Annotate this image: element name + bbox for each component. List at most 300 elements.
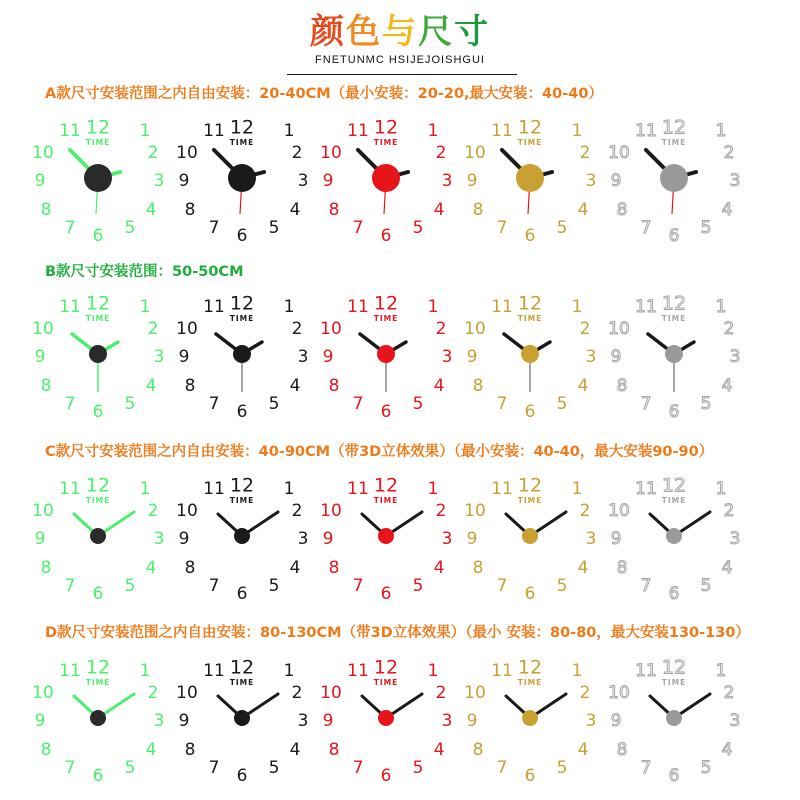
numeral-3: 3: [441, 347, 453, 367]
numeral-11: 11: [491, 479, 513, 499]
numeral-6: 6: [236, 766, 248, 786]
numeral-11: 11: [491, 661, 513, 681]
numeral-12: 12: [661, 656, 687, 679]
numeral-7: 7: [640, 218, 652, 238]
numeral-10: 10: [32, 683, 54, 703]
numeral-3: 3: [441, 171, 453, 191]
time-label: TIME: [229, 138, 255, 147]
clock-hub: [666, 528, 682, 544]
numeral-6: 6: [668, 766, 680, 786]
numeral-8: 8: [328, 740, 340, 760]
numeral-1: 1: [427, 121, 439, 141]
numeral-3: 3: [153, 347, 165, 367]
numeral-10: 10: [464, 319, 486, 339]
clock-black: [172, 108, 312, 248]
clock-hub: [516, 164, 544, 192]
numeral-9: 9: [322, 347, 334, 367]
numeral-2: 2: [435, 319, 447, 339]
numeral-5: 5: [412, 576, 424, 596]
time-label: TIME: [517, 496, 543, 505]
numeral-6: 6: [524, 226, 536, 246]
clock-face: [316, 648, 456, 788]
numeral-9: 9: [178, 529, 190, 549]
numeral-6: 6: [236, 584, 248, 604]
numeral-12: 12: [85, 292, 111, 315]
numeral-6: 6: [92, 584, 104, 604]
numeral-6: 6: [380, 402, 392, 422]
numeral-5: 5: [700, 394, 712, 414]
numeral-12: 12: [229, 292, 255, 315]
clock-face: [28, 284, 168, 424]
numeral-8: 8: [472, 740, 484, 760]
numeral-5: 5: [700, 218, 712, 238]
clock-luminous-green: [28, 108, 168, 248]
numeral-7: 7: [352, 394, 364, 414]
numeral-1: 1: [571, 297, 583, 317]
clock-red: [316, 108, 456, 248]
numeral-2: 2: [579, 143, 591, 163]
numeral-2: 2: [291, 501, 303, 521]
numeral-1: 1: [715, 479, 727, 499]
numeral-7: 7: [352, 576, 364, 596]
numeral-6: 6: [92, 766, 104, 786]
numeral-8: 8: [616, 200, 628, 220]
numeral-1: 1: [427, 479, 439, 499]
numeral-2: 2: [291, 319, 303, 339]
numeral-2: 2: [435, 143, 447, 163]
title-char: 颜: [310, 12, 346, 52]
numeral-3: 3: [729, 529, 741, 549]
numeral-4: 4: [721, 200, 733, 220]
clock-luminous-green: [28, 648, 168, 788]
numeral-10: 10: [320, 143, 342, 163]
numeral-3: 3: [153, 171, 165, 191]
numeral-5: 5: [556, 758, 568, 778]
numeral-6: 6: [380, 226, 392, 246]
numeral-8: 8: [472, 200, 484, 220]
clock-silver: [604, 284, 744, 424]
numeral-8: 8: [40, 376, 52, 396]
numeral-6: 6: [92, 402, 104, 422]
time-label: TIME: [229, 678, 255, 687]
time-label: TIME: [517, 138, 543, 147]
numeral-12: 12: [373, 656, 399, 679]
numeral-12: 12: [373, 116, 399, 139]
clock-hub: [90, 528, 106, 544]
numeral-10: 10: [464, 501, 486, 521]
clock-face: [460, 108, 600, 248]
numeral-3: 3: [153, 529, 165, 549]
clock-face: [604, 284, 744, 424]
numeral-5: 5: [556, 218, 568, 238]
numeral-10: 10: [176, 143, 198, 163]
numeral-5: 5: [268, 758, 280, 778]
numeral-2: 2: [147, 683, 159, 703]
numeral-9: 9: [34, 347, 46, 367]
numeral-10: 10: [176, 683, 198, 703]
numeral-8: 8: [328, 558, 340, 578]
numeral-11: 11: [59, 479, 81, 499]
numeral-5: 5: [124, 576, 136, 596]
time-label: TIME: [517, 678, 543, 687]
clock-hub: [522, 710, 538, 726]
clock-face: [604, 108, 744, 248]
numeral-12: 12: [517, 292, 543, 315]
numeral-1: 1: [571, 121, 583, 141]
time-label: TIME: [661, 678, 687, 687]
numeral-3: 3: [297, 347, 309, 367]
numeral-9: 9: [322, 171, 334, 191]
numeral-3: 3: [441, 711, 453, 731]
time-label: TIME: [373, 678, 399, 687]
numeral-5: 5: [124, 758, 136, 778]
numeral-11: 11: [635, 121, 657, 141]
numeral-3: 3: [297, 171, 309, 191]
numeral-3: 3: [441, 529, 453, 549]
numeral-9: 9: [34, 529, 46, 549]
numeral-5: 5: [700, 576, 712, 596]
time-label: TIME: [229, 496, 255, 505]
numeral-2: 2: [723, 683, 735, 703]
numeral-11: 11: [491, 297, 513, 317]
numeral-6: 6: [380, 584, 392, 604]
numeral-9: 9: [466, 711, 478, 731]
clock-face: [460, 284, 600, 424]
numeral-4: 4: [433, 558, 445, 578]
numeral-7: 7: [640, 576, 652, 596]
numeral-4: 4: [721, 376, 733, 396]
numeral-8: 8: [616, 740, 628, 760]
section-label-a: A款尺寸安装范围之内自由安装：20-40CM（最小安装：20-20,最大安装：40-40）: [45, 86, 603, 102]
clock-hub: [378, 528, 394, 544]
numeral-12: 12: [85, 116, 111, 139]
numeral-3: 3: [729, 711, 741, 731]
numeral-9: 9: [322, 529, 334, 549]
title-divider: [287, 74, 517, 75]
numeral-3: 3: [585, 347, 597, 367]
clock-hub: [377, 345, 395, 363]
clock-hub: [372, 164, 400, 192]
numeral-11: 11: [635, 479, 657, 499]
numeral-9: 9: [466, 171, 478, 191]
numeral-7: 7: [352, 218, 364, 238]
numeral-2: 2: [435, 683, 447, 703]
section-label-d: D款尺寸安装范围之内自由安装：80-130CM（带3D立体效果）（最小 安装：80-80，最大安装130-130）: [45, 625, 750, 641]
numeral-3: 3: [297, 529, 309, 549]
numeral-7: 7: [496, 218, 508, 238]
clock-hub: [89, 345, 107, 363]
numeral-10: 10: [608, 501, 630, 521]
numeral-2: 2: [579, 319, 591, 339]
numeral-2: 2: [723, 143, 735, 163]
numeral-11: 11: [635, 297, 657, 317]
time-label: TIME: [517, 314, 543, 323]
numeral-5: 5: [556, 394, 568, 414]
clock-hub: [666, 710, 682, 726]
numeral-10: 10: [32, 319, 54, 339]
numeral-1: 1: [139, 121, 151, 141]
clock-face: [172, 648, 312, 788]
time-label: TIME: [661, 314, 687, 323]
title-char: 尺: [418, 12, 454, 52]
time-label: TIME: [373, 496, 399, 505]
numeral-12: 12: [229, 474, 255, 497]
numeral-1: 1: [139, 661, 151, 681]
time-label: TIME: [373, 314, 399, 323]
title-char: 与: [382, 12, 418, 52]
numeral-11: 11: [59, 661, 81, 681]
numeral-9: 9: [322, 711, 334, 731]
clock-silver: [604, 648, 744, 788]
clock-face: [172, 108, 312, 248]
numeral-11: 11: [347, 479, 369, 499]
time-label: TIME: [85, 496, 111, 505]
clock-hub: [234, 710, 250, 726]
numeral-5: 5: [412, 394, 424, 414]
clock-luminous-green: [28, 466, 168, 606]
numeral-8: 8: [40, 200, 52, 220]
clock-face: [28, 108, 168, 248]
numeral-6: 6: [668, 226, 680, 246]
numeral-12: 12: [85, 656, 111, 679]
numeral-10: 10: [608, 143, 630, 163]
numeral-1: 1: [283, 479, 295, 499]
numeral-10: 10: [608, 683, 630, 703]
clock-face: [604, 648, 744, 788]
numeral-7: 7: [496, 758, 508, 778]
numeral-3: 3: [729, 347, 741, 367]
numeral-4: 4: [721, 558, 733, 578]
numeral-6: 6: [236, 402, 248, 422]
numeral-4: 4: [289, 376, 301, 396]
numeral-11: 11: [347, 661, 369, 681]
numeral-8: 8: [328, 200, 340, 220]
numeral-2: 2: [147, 143, 159, 163]
clock-gold: [460, 466, 600, 606]
numeral-10: 10: [32, 501, 54, 521]
time-label: TIME: [85, 314, 111, 323]
numeral-4: 4: [145, 200, 157, 220]
numeral-4: 4: [289, 200, 301, 220]
numeral-3: 3: [585, 529, 597, 549]
numeral-1: 1: [283, 297, 295, 317]
numeral-7: 7: [496, 394, 508, 414]
clock-hub: [228, 164, 256, 192]
numeral-8: 8: [184, 558, 196, 578]
numeral-7: 7: [496, 576, 508, 596]
numeral-10: 10: [320, 319, 342, 339]
numeral-11: 11: [203, 661, 225, 681]
numeral-4: 4: [433, 200, 445, 220]
numeral-10: 10: [176, 319, 198, 339]
clock-black: [172, 648, 312, 788]
numeral-11: 11: [59, 297, 81, 317]
numeral-9: 9: [466, 529, 478, 549]
numeral-6: 6: [380, 766, 392, 786]
numeral-5: 5: [556, 576, 568, 596]
numeral-7: 7: [208, 218, 220, 238]
numeral-8: 8: [184, 740, 196, 760]
clock-face: [460, 648, 600, 788]
section-label-c: C款尺寸安装范围之内自由安装：40-90CM（带3D立体效果）（最小安装：40-40，最大安装90-90）: [45, 444, 714, 460]
numeral-8: 8: [328, 376, 340, 396]
numeral-4: 4: [577, 376, 589, 396]
numeral-9: 9: [610, 347, 622, 367]
numeral-9: 9: [178, 711, 190, 731]
numeral-5: 5: [412, 758, 424, 778]
clock-red: [316, 284, 456, 424]
numeral-7: 7: [352, 758, 364, 778]
clock-face: [316, 466, 456, 606]
clock-hub: [233, 345, 251, 363]
numeral-10: 10: [320, 501, 342, 521]
clock-face: [604, 466, 744, 606]
numeral-9: 9: [34, 711, 46, 731]
numeral-2: 2: [291, 143, 303, 163]
numeral-1: 1: [715, 121, 727, 141]
numeral-8: 8: [616, 376, 628, 396]
numeral-11: 11: [347, 121, 369, 141]
numeral-4: 4: [721, 740, 733, 760]
numeral-9: 9: [610, 529, 622, 549]
numeral-3: 3: [153, 711, 165, 731]
numeral-8: 8: [40, 558, 52, 578]
time-label: TIME: [85, 138, 111, 147]
numeral-4: 4: [577, 558, 589, 578]
numeral-5: 5: [268, 218, 280, 238]
clock-gold: [460, 108, 600, 248]
clock-hub: [90, 710, 106, 726]
numeral-9: 9: [178, 171, 190, 191]
numeral-6: 6: [668, 584, 680, 604]
numeral-6: 6: [524, 402, 536, 422]
clock-silver: [604, 108, 744, 248]
numeral-4: 4: [577, 200, 589, 220]
numeral-5: 5: [268, 394, 280, 414]
numeral-12: 12: [229, 116, 255, 139]
numeral-6: 6: [524, 766, 536, 786]
numeral-6: 6: [668, 402, 680, 422]
numeral-11: 11: [59, 121, 81, 141]
clock-hub: [521, 345, 539, 363]
numeral-4: 4: [145, 558, 157, 578]
numeral-11: 11: [203, 479, 225, 499]
clock-hub: [522, 528, 538, 544]
numeral-8: 8: [184, 200, 196, 220]
numeral-8: 8: [184, 376, 196, 396]
numeral-5: 5: [124, 218, 136, 238]
clock-gold: [460, 284, 600, 424]
numeral-12: 12: [661, 292, 687, 315]
numeral-7: 7: [208, 576, 220, 596]
clock-face: [172, 466, 312, 606]
numeral-2: 2: [723, 501, 735, 521]
numeral-12: 12: [373, 474, 399, 497]
clock-hub: [665, 345, 683, 363]
numeral-2: 2: [147, 319, 159, 339]
numeral-3: 3: [297, 711, 309, 731]
numeral-1: 1: [139, 297, 151, 317]
numeral-7: 7: [640, 394, 652, 414]
numeral-8: 8: [40, 740, 52, 760]
time-label: TIME: [85, 678, 111, 687]
numeral-6: 6: [236, 226, 248, 246]
numeral-12: 12: [661, 474, 687, 497]
numeral-2: 2: [147, 501, 159, 521]
numeral-5: 5: [412, 218, 424, 238]
numeral-2: 2: [723, 319, 735, 339]
page-subtitle: FNETUNMC HSIJEJOISHGUI: [315, 54, 485, 66]
clock-hub: [378, 710, 394, 726]
numeral-3: 3: [585, 171, 597, 191]
numeral-2: 2: [435, 501, 447, 521]
clock-red: [316, 648, 456, 788]
numeral-9: 9: [610, 171, 622, 191]
numeral-11: 11: [347, 297, 369, 317]
clock-face: [316, 284, 456, 424]
numeral-10: 10: [176, 501, 198, 521]
title-char: 色: [346, 12, 382, 52]
numeral-4: 4: [289, 740, 301, 760]
numeral-5: 5: [268, 576, 280, 596]
numeral-10: 10: [464, 143, 486, 163]
numeral-1: 1: [571, 479, 583, 499]
clock-silver: [604, 466, 744, 606]
clock-red: [316, 466, 456, 606]
numeral-12: 12: [517, 116, 543, 139]
numeral-11: 11: [491, 121, 513, 141]
numeral-2: 2: [579, 683, 591, 703]
clock-hub: [84, 164, 112, 192]
clock-face: [172, 284, 312, 424]
numeral-5: 5: [124, 394, 136, 414]
numeral-2: 2: [291, 683, 303, 703]
numeral-10: 10: [32, 143, 54, 163]
time-label: TIME: [373, 138, 399, 147]
numeral-11: 11: [203, 297, 225, 317]
clock-black: [172, 284, 312, 424]
clock-face: [460, 466, 600, 606]
clock-luminous-green: [28, 284, 168, 424]
numeral-7: 7: [64, 218, 76, 238]
clock-gold: [460, 648, 600, 788]
numeral-9: 9: [178, 347, 190, 367]
title-char: 寸: [454, 12, 490, 52]
numeral-12: 12: [517, 656, 543, 679]
numeral-1: 1: [283, 661, 295, 681]
numeral-10: 10: [608, 319, 630, 339]
section-label-b: B款尺寸安装范围：50-50CM: [45, 264, 244, 280]
time-label: TIME: [229, 314, 255, 323]
numeral-12: 12: [229, 656, 255, 679]
numeral-12: 12: [517, 474, 543, 497]
numeral-10: 10: [320, 683, 342, 703]
numeral-2: 2: [579, 501, 591, 521]
numeral-9: 9: [610, 711, 622, 731]
numeral-1: 1: [283, 121, 295, 141]
numeral-9: 9: [34, 171, 46, 191]
numeral-4: 4: [145, 740, 157, 760]
numeral-1: 1: [715, 661, 727, 681]
clock-hub: [660, 164, 688, 192]
numeral-1: 1: [427, 661, 439, 681]
clock-face: [28, 648, 168, 788]
clock-face: [316, 108, 456, 248]
numeral-7: 7: [64, 576, 76, 596]
numeral-12: 12: [661, 116, 687, 139]
numeral-1: 1: [715, 297, 727, 317]
numeral-8: 8: [472, 558, 484, 578]
